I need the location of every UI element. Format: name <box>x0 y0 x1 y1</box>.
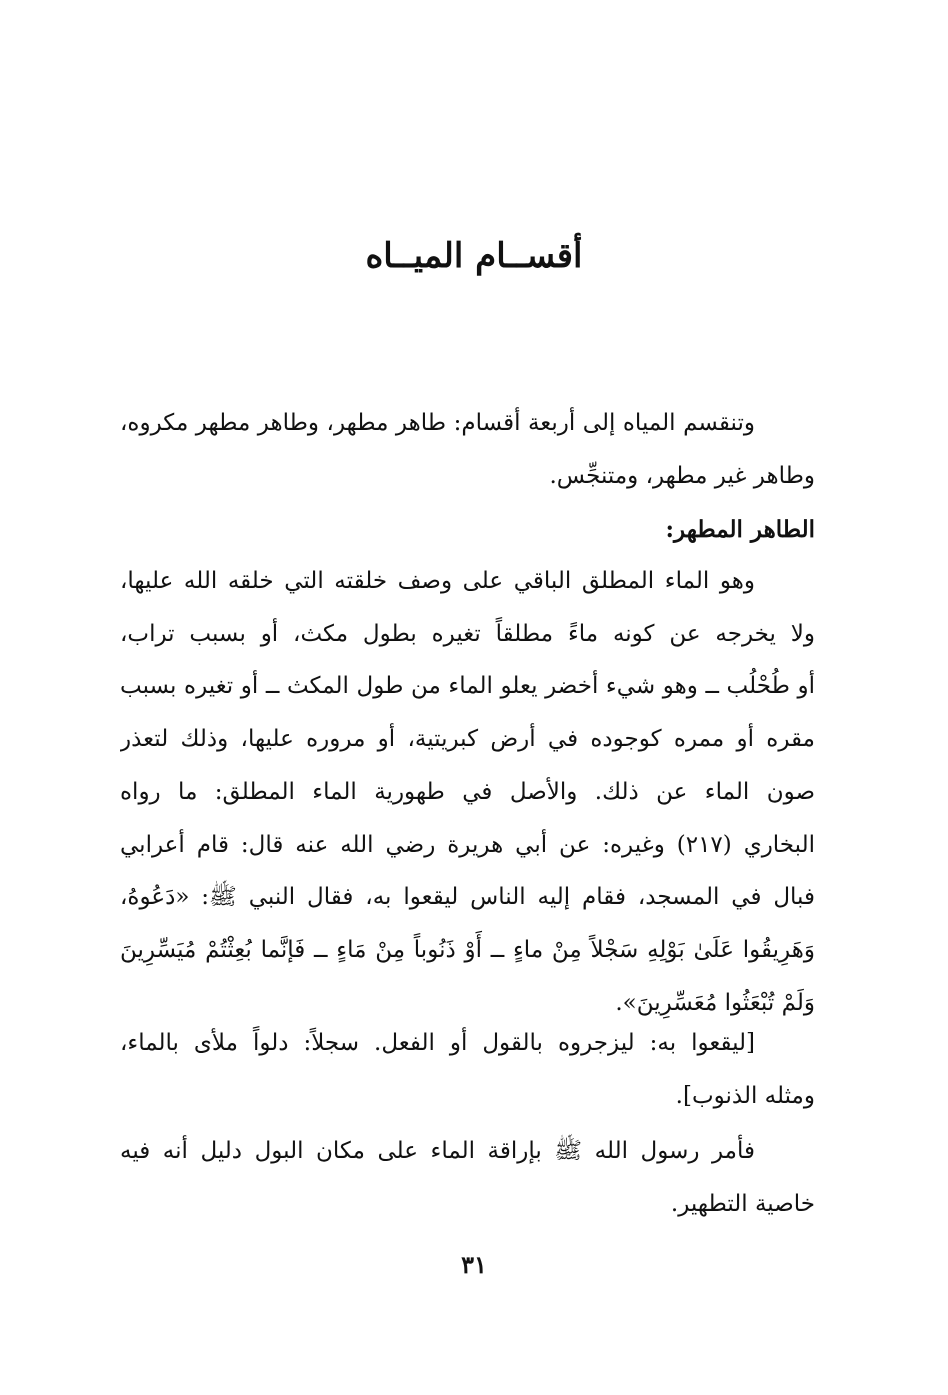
conclusion-paragraph <box>120 1125 815 1230</box>
conclusion-line: خاصية التطهير. <box>670 1190 815 1217</box>
body-line: فبال في المسجد، فقام إليه الناس ليقعوا به، فقال النبي ﷺ: «دَعُوهُ، <box>120 884 815 911</box>
body-line: البخاري (٢١٧) وغيره: عن أبي هريرة رضي الله عنه قال: قام أعرابي <box>120 831 815 858</box>
body-line: ولا يخرجه عن كونه ماءً مطلقاً تغيره بطول مكث، أو بسبب تراب، <box>120 620 815 647</box>
note-line: ومثله الذنوب]. <box>675 1082 815 1109</box>
body-line: وَهَرِيقُوا عَلَىٰ بَوْلِهِ سَجْلاً مِنْ ماءٍ ــ أَوْ ذَنُوباً مِنْ مَاءٍ ــ فَإنَّما بُعِثْتُمْ مُيَسِّرِينَ <box>120 936 815 963</box>
chapter-title: أقســام الميــاه <box>365 236 583 276</box>
conclusion-line: فأمر رسول الله ﷺ بإراقة الماء على مكان البول دليل أنه فيه <box>120 1138 755 1164</box>
body-line: صون الماء عن ذلك. والأصل في طهورية الماء المطلق: ما رواه <box>120 778 815 805</box>
body-line: وهو الماء المطلق الباقي على وصف خلقته التي خلقه الله عليها، <box>120 568 755 594</box>
section-heading: الطاهر المطهر: <box>665 516 815 543</box>
body-line: وَلَمْ تُبْعَثُوا مُعَسِّرِينَ». <box>615 989 815 1016</box>
body-paragraph <box>120 555 815 1029</box>
note-line: [ليقعوا به: ليزجروه بالقول أو الفعل. سجلاً: دلواً ملأى بالماء، <box>120 1030 755 1056</box>
page-number: ٣١ <box>461 1250 487 1279</box>
intro-line: وطاهر غير مطهر، ومتنجِّس. <box>549 462 815 489</box>
intro-paragraph <box>120 397 815 502</box>
body-line: مقره أو ممره كوجوده في أرض كبريتية، أو مروره عليها، وذلك لتعذر <box>120 726 815 753</box>
note-paragraph <box>120 1017 815 1122</box>
intro-line: وتنقسم المياه إلى أربعة أقسام: طاهر مطهر، وطاهر مطهر مكروه، <box>120 410 755 436</box>
body-line: أو طُحْلُب ــ وهو شيء أخضر يعلو الماء من طول المكث ــ أو تغيره بسبب <box>120 673 815 700</box>
section-heading-block <box>120 504 815 557</box>
